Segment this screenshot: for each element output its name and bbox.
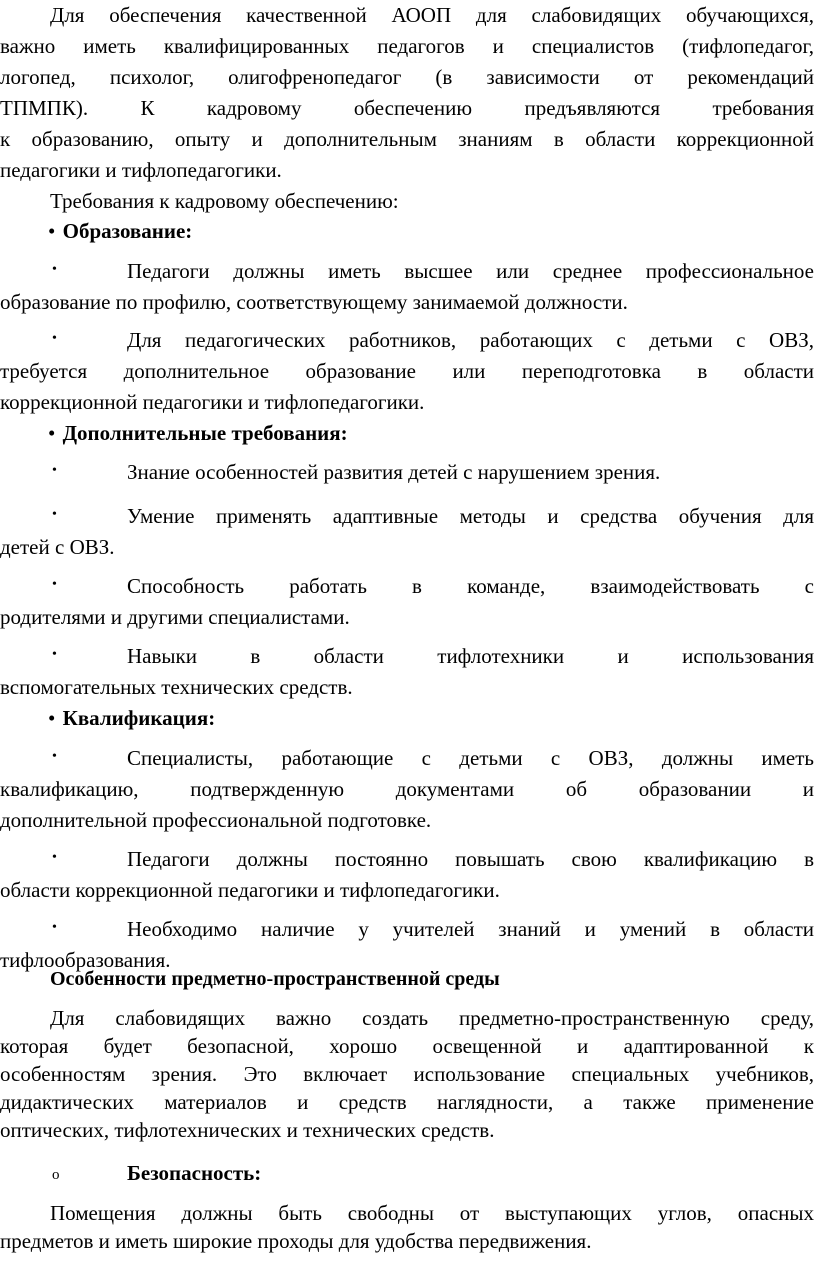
text-line: тифлообразования. [0, 948, 171, 972]
env-heading: Особенности предметно-пространственной среды [50, 968, 500, 990]
section-label: Квалификация: [62, 706, 216, 730]
text-line: Умение применять адаптивные методы и средства обучения для [127, 504, 814, 528]
text-line: области коррекционной педагогики и тифлопедагогики. [0, 878, 500, 902]
bullet-icon: • [52, 463, 57, 478]
text-line: которая будет безопасной, хорошо освещенной и адаптированной к [0, 1034, 814, 1058]
section-heading-additional [48, 420, 816, 446]
text-line: образование по профилю, соответствующему занимаемой должности. [0, 290, 628, 314]
bullet-icon: • [52, 920, 57, 935]
text-line: оптических, тифлотехнических и технических средств. [0, 1118, 495, 1142]
safety-heading: Безопасность: [127, 1161, 262, 1185]
text-line: Педагоги должны постоянно повышать свою квалификацию в [127, 847, 814, 871]
bullet-icon: • [52, 850, 57, 865]
circle-bullet-icon: o [52, 1167, 60, 1183]
text-line: важно иметь квалифицированных педагогов и специалистов (тифлопедагог, [0, 34, 814, 58]
text-line: ТПМПК). К кадровому обеспечению предъявляются требования [0, 96, 814, 120]
text-line: предметов и иметь широкие проходы для удобства передвижения. [0, 1229, 592, 1253]
section-label: Дополнительные требования: [62, 421, 348, 445]
text-line: Способность работать в команде, взаимодействовать с [127, 574, 814, 598]
bullet-icon: • [48, 421, 56, 445]
text-line: квалификацию, подтвержденную документами об образовании и [0, 777, 814, 801]
bullet-icon: • [52, 749, 57, 764]
text-line: детей с ОВЗ. [0, 535, 115, 559]
text-line: дидактических материалов и средств наглядности, а также применение [0, 1090, 814, 1114]
text-line: Знание особенностей развития детей с нарушением зрения. [127, 460, 661, 484]
text-line: педагогики и тифлопедагогики. [0, 158, 282, 182]
section-heading-qualification [48, 705, 816, 731]
text-line: особенностям зрения. Это включает использование специальных учебников, [0, 1062, 814, 1086]
requirements-title: Требования к кадровому обеспечению: [50, 189, 399, 213]
bullet-icon: • [52, 647, 57, 662]
bullet-icon: • [48, 219, 56, 243]
text-line: коррекционной педагогики и тифлопедагогики. [0, 390, 425, 414]
text-line: Для педагогических работников, работающих с детьми с ОВЗ, [127, 328, 814, 352]
bullet-icon: • [52, 577, 57, 592]
text-line: к образованию, опыту и дополнительным знаниям в области коррекционной [0, 127, 814, 151]
text-line: Помещения должны быть свободны от выступающих углов, опасных [50, 1201, 814, 1225]
text-line: вспомогательных технических средств. [0, 675, 353, 699]
bullet-icon: • [52, 507, 57, 522]
text-line: логопед, психолог, олигофренопедагог (в зависимости от рекомендаций [0, 65, 814, 89]
text-line: родителями и другими специалистами. [0, 605, 350, 629]
text-line: Для слабовидящих важно создать предметно-пространственную среду, [50, 1006, 814, 1030]
text-line: Педагоги должны иметь высшее или среднее профессиональное [127, 259, 814, 283]
text-line: Необходимо наличие у учителей знаний и умений в области [127, 917, 814, 941]
section-label: Образование: [62, 219, 193, 243]
section-heading-education [48, 218, 816, 244]
text-line: требуется дополнительное образование или переподготовка в области [0, 359, 814, 383]
text-line: Для обеспечения качественной АООП для слабовидящих обучающихся, [50, 3, 814, 27]
bullet-icon: • [48, 706, 56, 730]
text-line: Специалисты, работающие с детьми с ОВЗ, должны иметь [127, 746, 814, 770]
text-line: Навыки в области тифлотехники и использования [127, 644, 814, 668]
text-line: дополнительной профессиональной подготовке. [0, 808, 432, 832]
bullet-icon: • [52, 262, 57, 277]
bullet-icon: • [52, 331, 57, 346]
